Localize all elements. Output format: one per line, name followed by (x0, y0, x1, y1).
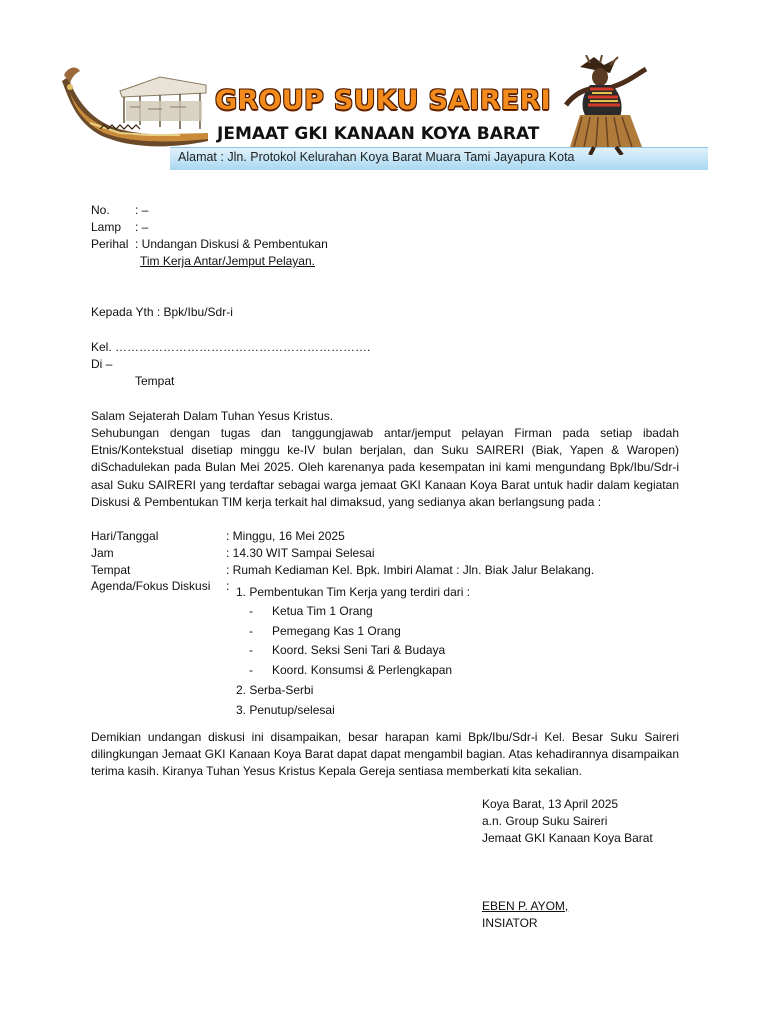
signature-org: Jemaat GKI Kanaan Koya Barat (482, 831, 653, 845)
detail-jam-value: : 14.30 WIT Sampai Selesai (226, 546, 375, 560)
boat-logo-icon (60, 63, 210, 158)
org-address: Alamat : Jln. Protokol Kelurahan Koya Barat Muara Tami Jayapura Kota (178, 150, 575, 164)
letterhead (60, 55, 660, 180)
agenda-sub-item: Pemegang Kas 1 Orang (272, 624, 401, 638)
agenda-item-2: 2. Serba-Serbi (236, 683, 314, 697)
agenda-sub-item: Koord. Seksi Seni Tari & Budaya (272, 643, 446, 657)
meta-lamp-value: : – (135, 220, 149, 234)
detail-hari-label: Hari/Tanggal (91, 529, 159, 543)
meta-no-value: : – (135, 203, 149, 217)
dancer-logo-icon (560, 55, 655, 155)
meta-perihal-line2: Tim Kerja Antar/Jemput Pelayan. (140, 254, 315, 268)
recipient-line1: Kepada Yth : Bpk/Ibu/Sdr-i (91, 305, 233, 319)
agenda-item-3: 3. Penutup/selesai (236, 703, 335, 717)
meta-perihal-label: Perihal (91, 237, 129, 251)
detail-tempat-value: : Rumah Kediaman Kel. Bpk. Imbiri Alamat : Jln. Biak Jalur Belakang. (226, 563, 595, 577)
agenda-sub-dash: - (249, 624, 253, 638)
agenda-sub-dash: - (249, 643, 253, 657)
recipient-line3: Di – (91, 357, 113, 371)
meta-no-label: No. (91, 203, 110, 217)
body-paragraph: Sehubungan dengan tugas dan tanggungjawab antar/jemput pelayan Firman pada setiap ibadah Etnis/Kontekstual disetiap minggu ke-IV bulan berjalan, dan Suku SAIRERI (Biak, Yapen & Waropen) diSchadulekan pada Bulan Mei 2025. Oleh karenanya pada kesempatan ini kami mengundang Bpk/Ibu/Sdr-i asal Suku SAIRERI yang terdaftar sebagai warga jemaat GKI Kanaan Koya Barat untuk hadir dalam kegiatan Diskusi & Pembentukan TIM kerja terkait hal dimaksud, yang sedianya akan berlangsung pada : (91, 426, 679, 509)
org-subtitle: JEMAAT GKI KANAAN KOYA BARAT (217, 124, 540, 144)
closing-paragraph: Demikian undangan diskusi ini disampaikan, besar harapan kami Bpk/Ibu/Sdr-i Kel. Besar Suku Saireri dilingkungan Jemaat GKI Kanaan Koya Barat dapat dapat mengambil bagian. Atas kehadirannya disampaikan terima kasih. Kiranya Tuhan Yesus Kristus Kepala Gereja sentiasa memberkati kita sekalian. (91, 730, 679, 779)
recipient-line2: Kel. ………………………………………………………. (91, 340, 371, 354)
detail-agenda-label: Agenda/Fokus Diskusi (91, 579, 211, 593)
signature-on-behalf: a.n. Group Suku Saireri (482, 814, 608, 828)
agenda-sub-item: Ketua Tim 1 Orang (272, 604, 373, 618)
greeting: Salam Sejaterah Dalam Tuhan Yesus Kristus. (91, 409, 334, 423)
agenda-item-1: 1. Pembentukan Tim Kerja yang terdiri dari : (236, 585, 471, 599)
detail-agenda-colon: : (226, 579, 230, 593)
agenda-sub-dash: - (249, 663, 253, 677)
signature-name: EBEN P. AYOM, (482, 899, 569, 913)
detail-jam-label: Jam (91, 546, 114, 560)
meta-lamp-label: Lamp (91, 220, 122, 234)
org-title: GROUP SUKU SAIRERI (215, 85, 552, 116)
agenda-sub-item: Koord. Konsumsi & Perlengkapan (272, 663, 453, 677)
signature-role: INSIATOR (482, 916, 538, 930)
meta-perihal-line1: : Undangan Diskusi & Pembentukan (135, 237, 328, 251)
signature-place-date: Koya Barat, 13 April 2025 (482, 797, 619, 811)
detail-tempat-label: Tempat (91, 563, 131, 577)
detail-hari-value: : Minggu, 16 Mei 2025 (226, 529, 345, 543)
agenda-sub-dash: - (249, 604, 253, 618)
recipient-line4: Tempat (135, 374, 175, 388)
